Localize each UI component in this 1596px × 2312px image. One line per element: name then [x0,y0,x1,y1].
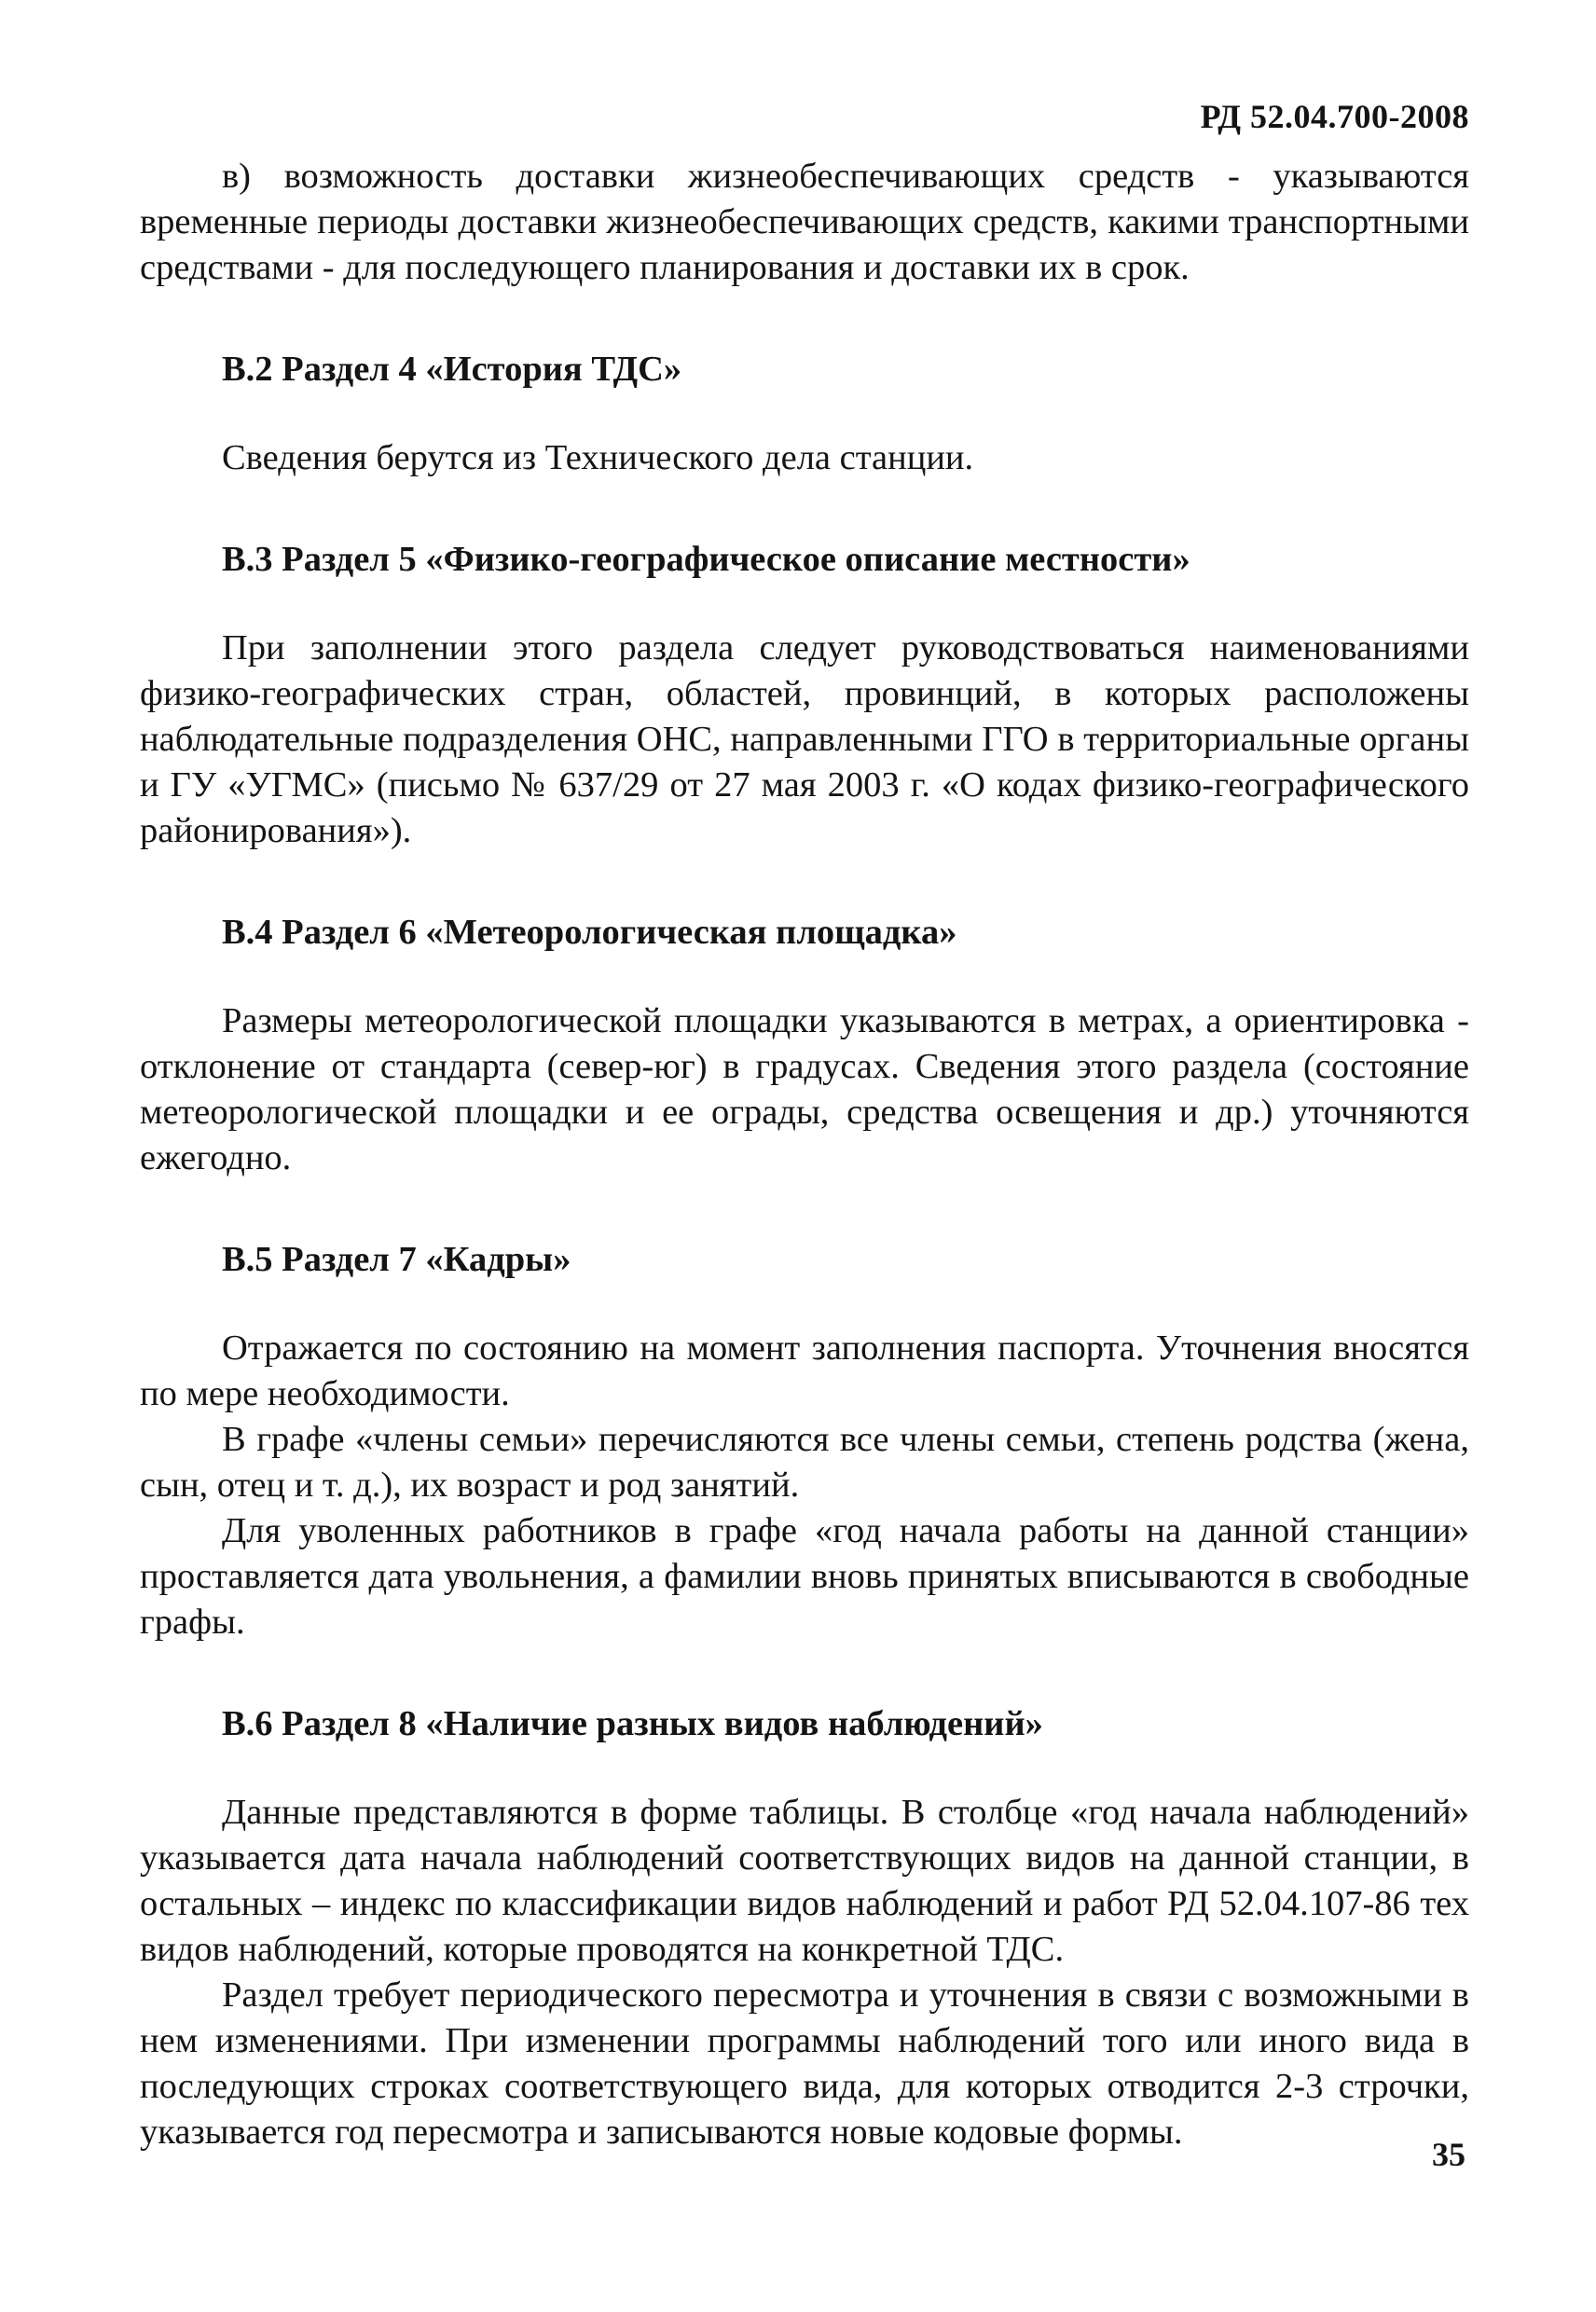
page-body [140,154,1469,2155]
paragraph-section-b6-1: Данные представляются в форме таблицы. В столбце «год начала наблюдений» указывается дата начала наблюдений соответствующих видов на данной станции, в остальных – индекс по классификации видов наблюдений и работ РД 52.04.107-86 тех видов наблюдений, которые проводятся на конкретной ТДС. [140,1793,1469,1969]
heading-section-b6: В.6 Раздел 8 «Наличие разных видов наблюдений» [222,1704,1043,1743]
heading-section-b4: В.4 Раздел 6 «Метеорологическая площадка» [222,913,957,952]
paragraph-section-b6-2: Раздел требует периодического пересмотра и уточнения в связи с возможными в нем изменениями. При изменении программы наблюдений того или иного вида в последующих строках соответствующего вида, для которых отводится 2-3 строчки, указывается год пересмотра и записываются новые кодовые формы. [140,1975,1469,2152]
paragraph-section-b4: Размеры метеорологической площадки указываются в метрах, а ориентировка - отклонение от стандарта (север-юг) в градусах. Сведения этого раздела (состояние метеорологической площадки и ее ограды, средства освещения и др.) уточняются ежегодно. [140,1001,1469,1177]
paragraph-section-b5-1: Отражается по состоянию на момент заполнения паспорта. Уточнения вносятся по мере необходимости. [140,1328,1469,1413]
paragraph-delivery-means: в) возможность доставки жизнеобеспечивающих средств - указываются временные периоды доставки жизнеобеспечивающих средств, какими транспортными средствами - для последующего планирования и доставки их в срок. [140,157,1469,287]
heading-section-b2: В.2 Раздел 4 «История ТДС» [222,350,682,389]
heading-section-b5: В.5 Раздел 7 «Кадры» [222,1240,571,1279]
paragraph-section-b2: Сведения берутся из Технического дела станции. [222,438,974,477]
paragraph-section-b3: При заполнении этого раздела следует руководствоваться наименованиями физико-географических стран, областей, провинций, в которых расположены наблюдательные подразделения ОНС, направленными ГГО в территориальные органы и ГУ «УГМС» (письмо № 637/29 от 27 мая 2003 г. «О кодах физико-географического районирования»). [140,628,1469,850]
heading-section-b3: В.3 Раздел 5 «Физико-географическое описание местности» [222,540,1190,579]
paragraph-section-b5-3: Для уволенных работников в графе «год начала работы на данной станции» проставляется дата увольнения, а фамилии вновь принятых вписываются в свободные графы. [140,1511,1469,1642]
document-code-header: РД 52.04.700-2008 [1200,98,1469,135]
paragraph-section-b5-2: В графе «члены семьи» перечисляются все члены семьи, степень родства (жена, сын, отец и т. д.), их возраст и род занятий. [140,1420,1469,1505]
page-number: 35 [1432,2136,1465,2173]
